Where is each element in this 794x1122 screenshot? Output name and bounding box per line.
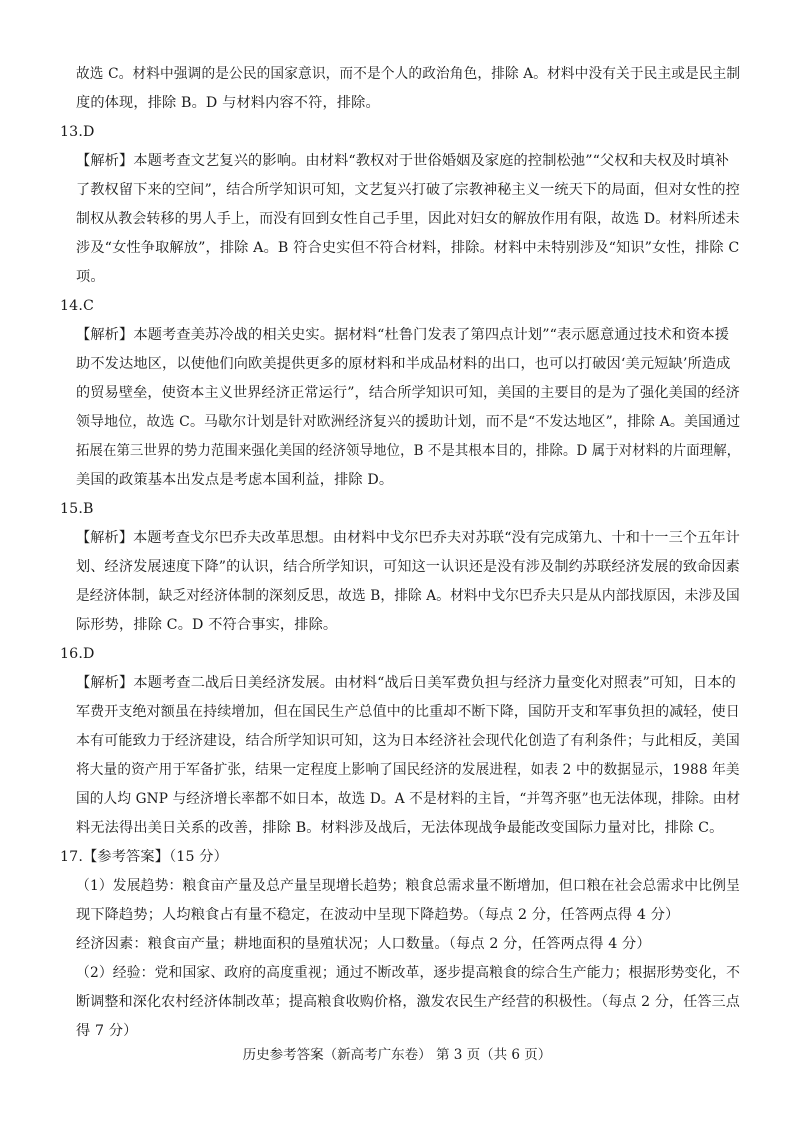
text-line: 制权从教会转移的男人手上，而没有回到女性自己手里，因此对妇女的解放作用有限，故选 D。材料所述未 xyxy=(76,211,740,227)
text-line: 本有可能致力于经济建设，结合所学知识可知，这为日本经济社会现代化创造了有利条件；与此相反，美国 xyxy=(76,733,740,749)
question-number: 17.【参考答案】（15 分） xyxy=(60,849,228,865)
text-line: 现下降趋势；人均粮食占有量不稳定，在波动中呈现下降趋势。（每点 2 分，任答两点得 4 分） xyxy=(76,907,680,923)
text-line: 是经济体制，缺乏对经济体制的深刻反思，故选 B，排除 A。材料中戈尔巴乔夫只是从内部找原因，未涉及国 xyxy=(76,588,740,604)
text-line: （1）发展趋势：粮食亩产量及总产量呈现增长趋势；粮食总需求量不断增加，但口粮在社会总需求中比例呈 xyxy=(76,878,741,894)
question-number: 14.C xyxy=(60,298,95,314)
text-line: 划、经济发展速度下降”的认识，结合所学知识，可知这一认识还是没有涉及制约苏联经济发展的致命因素 xyxy=(76,559,740,575)
text-line: 拓展在第三世界的势力范围来强化美国的经济领导地位，B 不是其根本目的，排除。D 属于对材料的片面理解， xyxy=(76,443,741,459)
page-footer: 历史参考答案（新高考广东卷） 第 3 页（共 6 页） xyxy=(242,1047,552,1063)
text-line: 断调整和深化农村经济体制改革；提高粮食收购价格，激发农民生产经营的积极性。（每点 2 分，任答三点 xyxy=(76,994,740,1010)
text-line: 得 7 分） xyxy=(76,1023,138,1039)
text-line: 美国的政策基本出发点是考虑本国利益，排除 D。 xyxy=(76,472,394,488)
text-line: 国的人均 GNP 与经济增长率都不如日本，故选 D。A 不是材料的主旨，“并驾齐驱”也无法体现，排除。由材 xyxy=(76,791,741,807)
question-number: 16.D xyxy=(60,646,95,662)
text-line: （2）经验：党和国家、政府的高度重视；通过不断改革，逐步提高粮食的综合生产能力；根据形势变化，不 xyxy=(76,965,741,981)
text-line: 助不发达地区，以使他们向欧美提供更多的原材料和半成品材料的出口，也可以打破因‘美元短缺’所造成 xyxy=(76,356,731,372)
text-line: 涉及“女性争取解放”，排除 A。B 符合史实但不符合材料，排除。材料中未特别涉及“知识”女性，排除 C xyxy=(76,240,740,256)
text-line: 际形势，排除 C。D 不符合事实，排除。 xyxy=(76,617,338,633)
text-line: 了教权留下来的空间”，结合所学知识可知，文艺复兴打破了宗教神秘主义一统天下的局面，但对女性的控 xyxy=(76,182,740,198)
text-line: 军费开支绝对额虽在持续增加，但在国民生产总值中的比重却不断下降，国防开支和军事负担的减轻，使日 xyxy=(76,704,740,720)
text-line: 项。 xyxy=(76,269,105,285)
question-number: 13.D xyxy=(60,124,95,140)
text-line: 【解析】本题考查美苏冷战的相关史实。据材料“杜鲁门发表了第四点计划”“表示愿意通过技术和资本援 xyxy=(76,327,730,343)
text-line: 领导地位，故选 C。马歇尔计划是针对欧洲经济复兴的援助计划，而不是“不发达地区”，排除 A。美国通过 xyxy=(76,414,741,430)
text-line: 料无法得出美日关系的改善，排除 B。材料涉及战后，无法体现战争最能改变国际力量对比，排除 C。 xyxy=(76,820,724,836)
text-line: 【解析】本题考查戈尔巴乔夫改革思想。由材料中戈尔巴乔夫对苏联“没有完成第九、十和十一三个五年计 xyxy=(76,530,740,546)
question-number: 15.B xyxy=(60,501,94,517)
text-line: 【解析】本题考查文艺复兴的影响。由材料“教权对于世俗婚姻及家庭的控制松弛”“父权和夫权及时填补 xyxy=(76,153,730,169)
text-line: 将大量的资产用于军备扩张，结果一定程度上影响了国民经济的发展进程，如表 2 中的数据显示，1988 年美 xyxy=(76,762,740,778)
text-line: 故选 C。材料中强调的是公民的国家意识，而不是个人的政治角色，排除 A。材料中没有关于民主或是民主制 xyxy=(76,66,741,82)
text-line: 【解析】本题考查二战后日美经济发展。由材料“战后日美军费负担与经济力量变化对照表”可知，日本的 xyxy=(76,675,736,691)
text-line: 经济因素：粮食亩产量；耕地面积的垦殖状况；人口数量。（每点 2 分，任答两点得 4 分） xyxy=(76,936,651,952)
text-line: 度的体现，排除 B。D 与材料内容不符，排除。 xyxy=(76,95,380,111)
text-line: 的贸易壁垒，使资本主义世界经济正常运行”，结合所学知识可知，美国的主要目的是为了强化美国的经济 xyxy=(76,385,740,401)
